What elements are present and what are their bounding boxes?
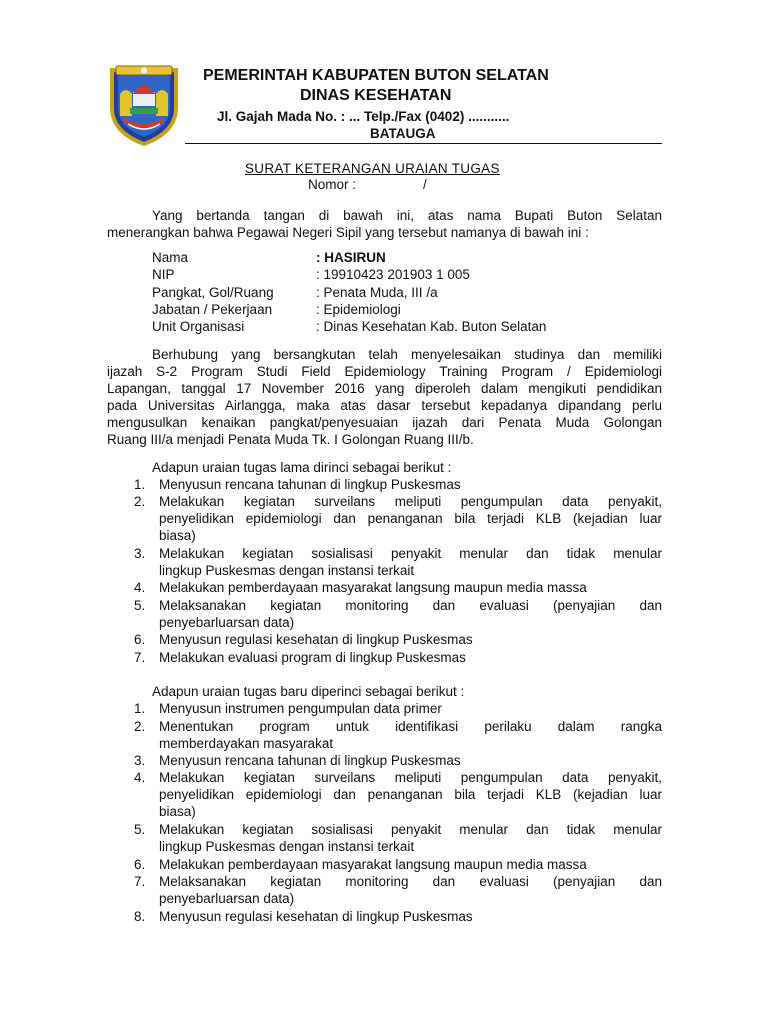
list-text: lingkup Puskesmas dengan instansi terkait xyxy=(159,563,415,578)
main-paragraph-line: ijazah S-2 Program Studi Field Epidemiology Training Program / Epidemiologi xyxy=(107,364,662,379)
list-text: biasa) xyxy=(159,804,196,819)
list-text: Melakukan kegiatan surveilans meliputi pengumpulan data penyakit, xyxy=(159,494,662,509)
header-address: Jl. Gajah Mada No. : ... Telp./Fax (0402) ........... xyxy=(217,109,510,124)
field-value: : Epidemiologi xyxy=(316,302,401,317)
list-number: 3. xyxy=(134,546,146,561)
intro-line: menerangkan bahwa Pegawai Negeri Sipil yang tersebut namanya di bawah ini : xyxy=(107,225,589,240)
list-text: Melakukan kegiatan surveilans meliputi pengumpulan data penyakit, xyxy=(159,770,662,785)
header-agency-title: DINAS KESEHATAN xyxy=(300,87,452,104)
field-value: : Dinas Kesehatan Kab. Buton Selatan xyxy=(316,319,547,334)
intro-paragraph xyxy=(107,207,662,241)
header-city: BATAUGA xyxy=(370,126,436,141)
list-text: biasa) xyxy=(159,528,196,543)
list-text: Melakukan kegiatan sosialisasi penyakit menular dan tidak menular xyxy=(159,546,662,561)
list-number: 7. xyxy=(134,650,146,665)
list-text: Melakukan kegiatan sosialisasi penyakit menular dan tidak menular xyxy=(159,822,662,837)
main-paragraph-line: mengusulkan kenaikan pangkat/penyesuaian ijazah dari Penata Muda Golongan xyxy=(107,415,662,430)
list-text: Menentukan program untuk identifikasi perilaku dalam rangka xyxy=(159,719,662,734)
list-text: Menyusun regulasi kesehatan di lingkup Puskesmas xyxy=(159,909,473,924)
list-text: Melakukan pemberdayaan masyarakat langsung maupun media massa xyxy=(159,580,587,595)
header-government-title: PEMERINTAH KABUPATEN BUTON SELATAN xyxy=(203,67,549,84)
main-paragraph xyxy=(107,346,662,448)
list-text: penyebarluarsan data) xyxy=(159,615,295,630)
field-label: Pangkat, Gol/Ruang xyxy=(152,285,274,300)
list-text: penyelidikan epidemiologi dan penanganan bila terjadi KLB (kejadian luar xyxy=(159,511,662,526)
list-number: 2. xyxy=(134,719,146,734)
document-title: SURAT KETERANGAN URAIAN TUGAS xyxy=(245,161,500,176)
list-text: penyebarluarsan data) xyxy=(159,891,295,906)
list-number: 8. xyxy=(134,909,146,924)
old-duties-intro: Adapun uraian tugas lama dirinci sebagai berikut : xyxy=(152,460,452,475)
document-number xyxy=(308,177,427,192)
list-text: Menyusun instrumen pengumpulan data primer xyxy=(159,701,442,716)
list-text: Melaksanakan kegiatan monitoring dan evaluasi (penyajian dan xyxy=(159,874,662,889)
header-divider xyxy=(185,143,662,144)
field-value: : Penata Muda, III /a xyxy=(316,285,438,300)
main-paragraph-line: pada Universitas Airlangga, maka atas dasar tersebut kepadanya dipandang perlu xyxy=(107,398,662,413)
list-text: lingkup Puskesmas dengan instansi terkait xyxy=(159,839,415,854)
list-text: Melakukan evaluasi program di lingkup Puskesmas xyxy=(159,650,466,665)
list-number: 7. xyxy=(134,874,146,889)
list-text: Melaksanakan kegiatan monitoring dan evaluasi (penyajian dan xyxy=(159,598,662,613)
field-label: Unit Organisasi xyxy=(152,319,245,334)
main-paragraph-line: Ruang III/a menjadi Penata Muda Tk. I Golongan Ruang III/b. xyxy=(107,432,474,447)
field-label: Jabatan / Pekerjaan xyxy=(152,302,273,317)
list-number: 4. xyxy=(134,580,146,595)
list-number: 4. xyxy=(134,770,146,785)
list-number: 5. xyxy=(134,598,146,613)
new-duties-intro: Adapun uraian tugas baru diperinci sebagai berikut : xyxy=(152,684,465,699)
main-paragraph-line: Lapangan, tanggal 17 November 2016 yang diperoleh dalam mengikuti pendidikan xyxy=(107,381,662,396)
list-text: Menyusun rencana tahunan di lingkup Puskesmas xyxy=(159,753,461,768)
list-text: memberdayakan masyarakat xyxy=(159,736,334,751)
document-number-label: Nomor : xyxy=(308,177,357,192)
regency-emblem-icon xyxy=(106,64,182,146)
list-number: 1. xyxy=(134,701,146,716)
list-number: 6. xyxy=(134,857,146,872)
field-value-text: : HASIRUN xyxy=(316,250,386,265)
field-value xyxy=(316,249,386,266)
list-text: penyelidikan epidemiologi dan penanganan bila terjadi KLB (kejadian luar xyxy=(159,787,662,802)
list-number: 6. xyxy=(134,632,146,647)
field-value: : 19910423 201903 1 005 xyxy=(316,267,470,282)
list-number: 1. xyxy=(134,477,146,492)
list-text: Menyusun regulasi kesehatan di lingkup Puskesmas xyxy=(159,632,473,647)
list-text: Menyusun rencana tahunan di lingkup Puskesmas xyxy=(159,477,461,492)
list-text: Melakukan pemberdayaan masyarakat langsung maupun media massa xyxy=(159,857,587,872)
list-number: 2. xyxy=(134,494,146,509)
intro-line: Yang bertanda tangan di bawah ini, atas nama Bupati Buton Selatan xyxy=(152,208,662,223)
list-number: 3. xyxy=(134,753,146,768)
document-number-slash: / xyxy=(423,177,427,192)
field-label: NIP xyxy=(152,267,175,282)
field-label: Nama xyxy=(152,250,189,265)
list-number: 5. xyxy=(134,822,146,837)
main-paragraph-line: Berhubung yang bersangkutan telah menyelesaikan studinya dan memiliki xyxy=(152,347,662,362)
